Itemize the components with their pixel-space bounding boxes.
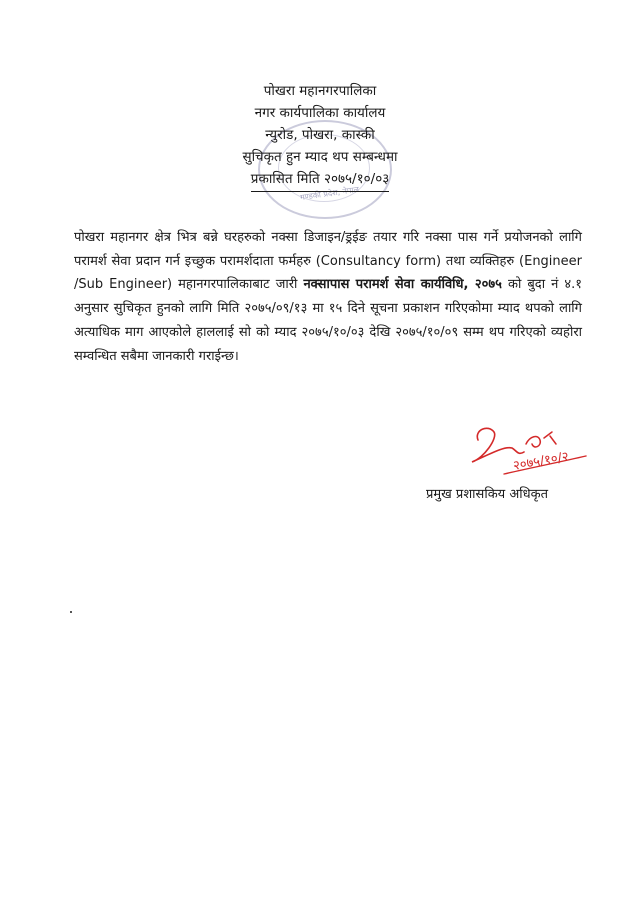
office-stamp-text: गण्डकी प्रदेश, नेपाल	[299, 184, 360, 203]
notice-subject: सुचिकृत हुन म्याद थप सम्बन्धमा	[242, 149, 398, 165]
letterhead	[200, 80, 440, 192]
signature-date: २०७५/१०/२	[512, 449, 570, 474]
notice-body	[74, 226, 582, 368]
publish-date: प्रकासित मिति २०७५/१०/०३	[251, 168, 389, 192]
signatory-title: प्रमुख प्रशासकिय अधिकृत	[426, 487, 549, 502]
scan-dot	[70, 611, 72, 613]
body-segment-2: को बुदा नं ४.१ अनुसार सुचिकृत हुनको लागि मिति २०७५/०९/१३ मा १५ दिने सूचना प्रकाशन गरिएकोमा म्याद थपको लागि अत्याधिक माग आएकोले हाललाई सो को म्याद २०७५/१०/०३ देखि २०७५/१०/०९ सम्म थप गरिएको व्यहोरा सम्वन्धित सबैमा जानकारी गराईन्छ।	[74, 277, 582, 364]
notice-paragraph	[74, 226, 582, 368]
office-address: न्युरोड, पोखरा, कास्की	[265, 127, 375, 143]
body-segment-1: पोखरा महानगर क्षेत्र भित्र बन्ने घरहरुको नक्सा डिजाइन/ड्रईङ तयार गरि नक्सा पास गर्ने प्रयोजनको लागि परामर्श सेवा प्रदान गर्न इच्छुक परामर्शदाता फर्महरु (Consultancy form) तथा व्यक्तिहरु (Engineer /Sub Engineer) महानगरपालिकाबाट जारी	[74, 230, 582, 293]
signature	[460, 418, 590, 488]
office-name: नगर कार्यपालिका कार्यालय	[254, 105, 386, 121]
municipality-name: पोखरा महानगरपालिका	[263, 83, 377, 99]
procedure-name: नक्सापास परामर्श सेवा कार्यविधि, २०७५	[303, 277, 502, 293]
